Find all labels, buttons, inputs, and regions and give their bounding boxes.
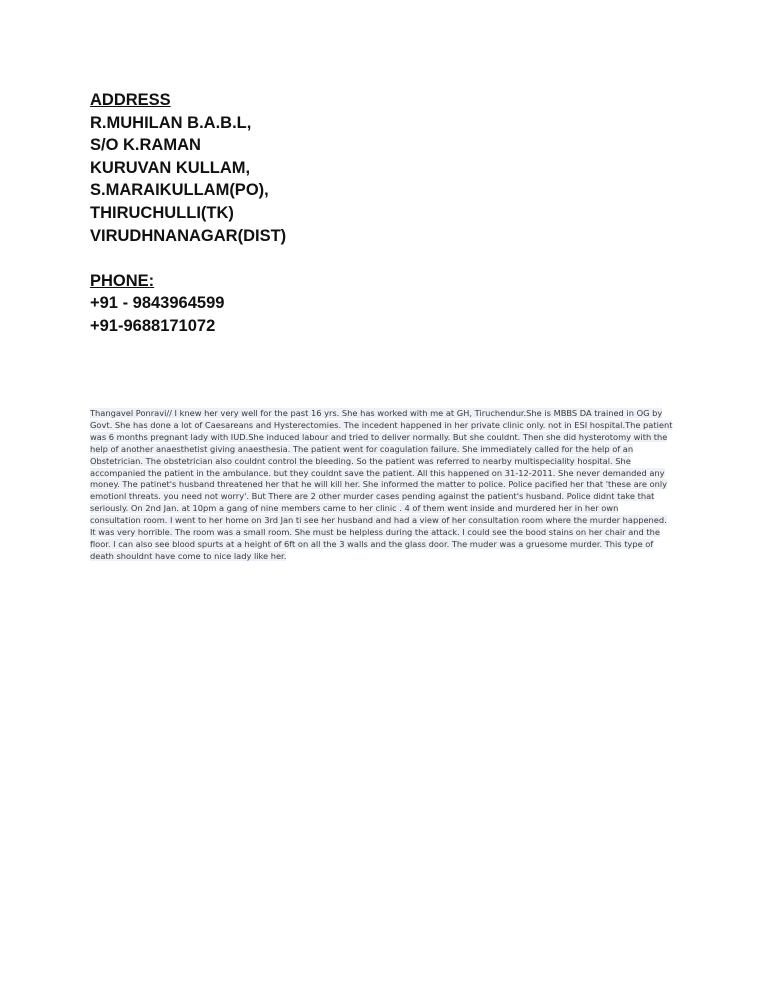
testimony-line: death shouldnt have come to nice lady like her.: [90, 550, 287, 561]
address-heading: ADDRESS: [90, 91, 171, 109]
phone-number: +91-9688171072: [90, 316, 216, 335]
address-line: THIRUCHULLI(TK): [90, 203, 234, 222]
address-line: KURUVAN KULLAM,: [90, 158, 251, 177]
testimony-line: Govt. She has done a lot of Caesareans and Hysterectomies. The incedent happened in her private clinic only. not in ESI hospital.The patient: [90, 419, 673, 430]
testimony-line: money. The patinet's husband threatened her that he will kill her. She informed the matter to police. Police pacified her that 'these are only: [90, 479, 668, 490]
section-spacer: [90, 247, 650, 270]
testimony-line: was 6 months pregnant lady with IUD.She induced labour and tried to deliver normally. But she couldnt. Then she did hysterotomy with the: [90, 431, 668, 442]
testimony-line: emotionl threats. you need not worry'. But There are 2 other murder cases pending against the patient's husband. Police didnt take that: [90, 491, 655, 502]
testimony-line: Thangavel Ponravi// I knew her very well for the past 16 yrs. She has worked with me at GH, Tiruchendur.She is MBBS DA trained in OG by: [90, 408, 663, 418]
address-line: S/O K.RAMAN: [90, 136, 201, 155]
testimony-line: help of another anaesthetist giving anaesthesia. The patient went for coagulation failure. She immediately called for the help of an: [90, 443, 634, 454]
contact-block: [90, 89, 650, 338]
phone-number: +91 - 9843964599: [90, 294, 225, 313]
testimony-line: seriously. On 2nd Jan. at 10pm a gang of nine members came to her clinic . 4 of them went inside and murdered her in her own: [90, 503, 619, 514]
testimony-line: floor. I can also see blood spurts at a height of 6ft on all the 3 walls and the glass door. The muder was a gruesome murder. This type of: [90, 538, 654, 549]
testimony-line: accompanied the patient in the ambulance. but they couldnt save the patient. All this happened on 31-12-2011. She never demanded any: [90, 467, 665, 478]
phone-heading: PHONE:: [90, 271, 155, 290]
address-line: VIRUDHNANAGAR(DIST): [90, 226, 287, 245]
testimony-line: consultation room. I went to her home on 3rd Jan ti see her husband and had a view of her consultation room where the murder happened.: [90, 515, 667, 526]
address-line: R.MUHILAN B.A.B.L,: [90, 113, 252, 132]
testimony-line: It was very horrible. The room was a small room. She must be helpless during the attack. I could see the bood stains on her chair and the: [90, 527, 660, 538]
address-line: S.MARAIKULLAM(PO),: [90, 181, 269, 200]
testimony-paragraph: [90, 408, 686, 563]
testimony-line: Obstetrician. The obstetrician also couldnt control the bleeding. So the patient was referred to nearby multispeciality hospital. She: [90, 455, 631, 466]
